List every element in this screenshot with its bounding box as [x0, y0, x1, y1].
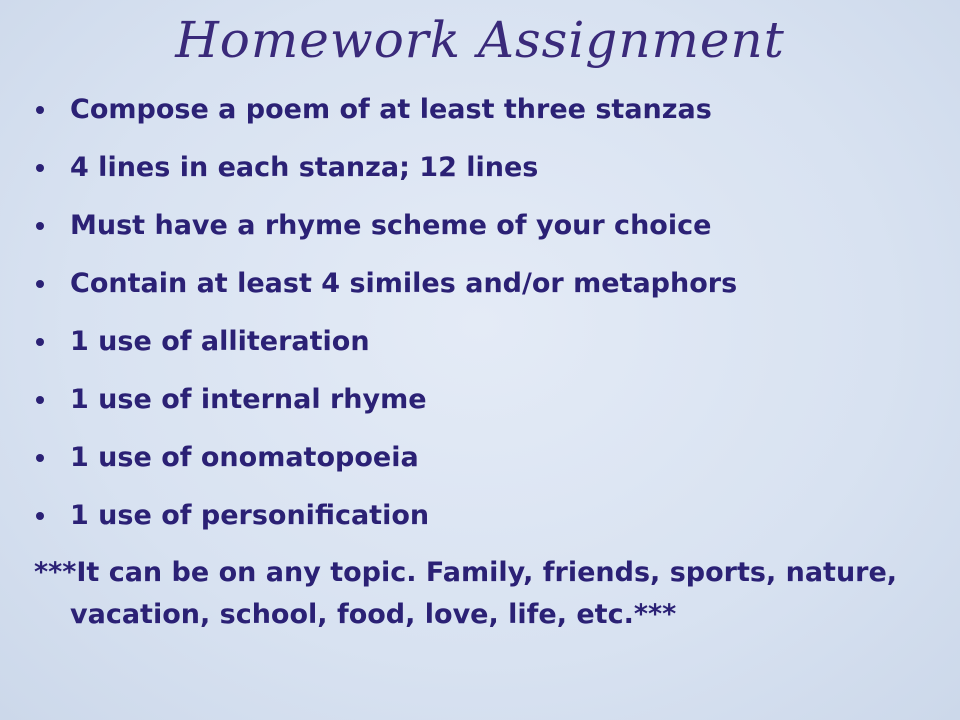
bullet-icon [36, 164, 44, 172]
bullet-text: 1 use of personification [70, 500, 430, 531]
bullet-text: Must have a rhyme scheme of your choice [70, 210, 712, 241]
bullet-icon [36, 512, 44, 520]
list-item [34, 319, 934, 377]
bullet-text: Contain at least 4 similes and/or metaphors [70, 268, 738, 299]
bullet-text: 1 use of alliteration [70, 326, 370, 357]
bullet-icon [36, 396, 44, 404]
slide-title: Homework Assignment [175, 11, 785, 69]
list-item [34, 377, 934, 435]
bullet-icon [36, 106, 44, 114]
bullet-icon [36, 338, 44, 346]
bullet-icon [36, 454, 44, 462]
list-item [34, 203, 934, 261]
bullet-text: 1 use of onomatopoeia [70, 442, 419, 473]
list-item [34, 261, 934, 319]
list-item [34, 87, 934, 145]
bullet-text: 1 use of internal rhyme [70, 384, 427, 415]
bullet-text: Compose a poem of at least three stanzas [70, 94, 712, 125]
bullet-icon [36, 222, 44, 230]
list-item [34, 493, 934, 551]
list-item [34, 145, 934, 203]
topic-note: ***It can be on any topic. Family, friends, sports, nature, vacation, school, food, love, life, etc.*** [34, 557, 898, 630]
bullet-icon [36, 280, 44, 288]
bullet-text: 4 lines in each stanza; 12 lines [70, 152, 539, 183]
bullet-list [34, 87, 934, 551]
list-item [34, 435, 934, 493]
